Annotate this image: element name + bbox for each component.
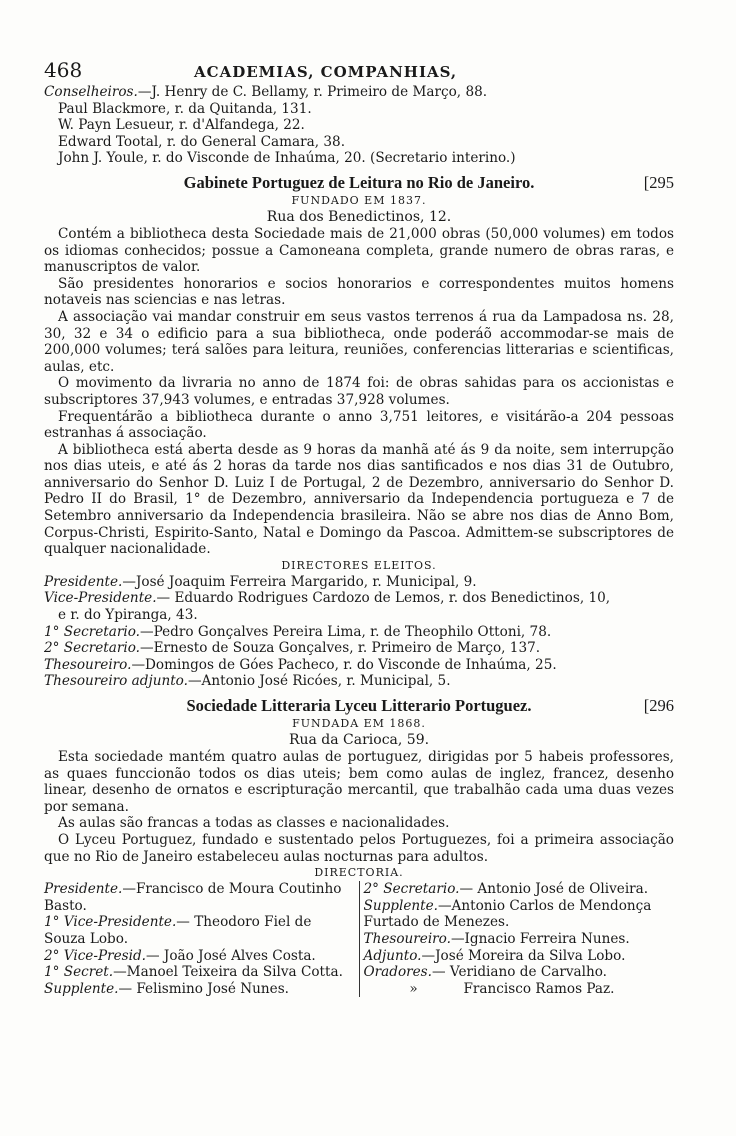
member-text: — Felismino José Nunes.	[118, 980, 289, 997]
sociedade-body	[44, 749, 674, 865]
role-label: Conselheiros.	[44, 84, 138, 100]
ditto-mark: »	[409, 980, 418, 997]
role-label: Vice-Presidente.	[44, 590, 157, 607]
member-text: —Antonio Carlos de Mendonça Furtado de Menezes.	[363, 897, 652, 931]
member-text: Francisco Ramos Paz.	[463, 980, 615, 997]
member-text: John J. Youle, r. do Visconde de Inhaúma, 20. (Secretario interino.)	[58, 150, 516, 167]
role-label: 2° Secretario.	[44, 640, 140, 657]
page-header	[44, 58, 674, 82]
address-line: Rua da Carioca, 59.	[288, 732, 430, 748]
member-text: —José Joaquim Ferreira Margarido, r. Municipal, 9.	[122, 573, 477, 590]
member-text: —José Moreira da Silva Lobo.	[421, 947, 626, 964]
member-text: —Ignacio Ferreira Nunes.	[450, 930, 630, 947]
member-text: —Manoel Teixeira da Silva Cotta.	[113, 964, 343, 981]
role-label: 2° Secretario.	[363, 881, 460, 898]
section-number: [295	[643, 172, 674, 192]
role-label: Oradores.	[363, 964, 432, 981]
paragraph: Frequentárão a bibliotheca durante o anno 3,751 leitores, e visitárão-a 204 pessoas estranhas á associação.	[44, 408, 674, 442]
role-label: Supplente.	[363, 897, 438, 914]
paragraph: Esta sociedade mantém quatro aulas de portuguez, dirigidas por 5 habeis professores, as quaes funccionão todos os dias uteis; bem como aulas de inglez, francez, desenho linear, desenho de ornatos e escripturação mercantil, que trabalhão cada uma duas vezes por semana.	[44, 749, 674, 815]
member-text: —Domingos de Góes Pacheco, r. do Visconde de Inhaúma, 25.	[131, 656, 557, 673]
role-label: Thesoureiro adjunto.	[44, 673, 188, 690]
member-text: —Antonio José Ricóes, r. Municipal, 5.	[187, 673, 451, 690]
member-text: —Ernesto de Souza Gonçalves, r. Primeiro de Março, 137.	[139, 640, 541, 657]
paragraph: Contém a bibliotheca desta Sociedade mais de 21,000 obras (50,000 volumes) em todos os idiomas conhecidos; possue a Camoneana completa, grande numero de obras raras, e manuscriptos de valor.	[44, 225, 674, 276]
paragraph: A bibliotheca está aberta desde as 9 horas da manhã até ás 9 da noite, sem interrupção nos dias uteis, e até ás 2 horas da tarde nos dias santificados e nos dias 31 de Outubro, anniversario do Senhor D. Luiz I de Portugal, 2 de Dezembro, anniversario do Senhor D. Pedro II do Brasil, 1° de Dezembro, anniversario da Independencia portugueza e 7 de Setembro anniversario da Independencia brasileira. Não se abre nos dias de Anno Bom, Corpus-Christi, Espirito-Santo, Natal e Domingo da Pascoa. Admittem-se subscriptores de qualquer nacionalidade.	[44, 441, 674, 558]
directors-list	[44, 574, 674, 690]
section-title-gabinete	[44, 173, 674, 193]
member-text: Edward Tootal, r. do General Camara, 38.	[58, 133, 346, 150]
directoria-left-column	[44, 881, 360, 997]
member-text: Paul Blackmore, r. da Quitanda, 131.	[58, 100, 312, 117]
member-text: W. Payn Lesueur, r. d'Alfandega, 22.	[58, 117, 305, 134]
role-label: Presidente.	[44, 881, 123, 898]
section-title-text: Sociedade Litteraria Lyceu Litterario Portuguez.	[186, 696, 532, 715]
member-text: —J. Henry de C. Bellamy, r. Primeiro de Março, 88.	[137, 84, 488, 100]
directoria-columns	[44, 881, 674, 997]
section-title-text: Gabinete Portuguez de Leitura no Rio de Janeiro.	[183, 172, 535, 192]
role-label: Supplente.	[44, 980, 119, 997]
role-label: Adjunto.	[363, 947, 422, 964]
member-text: — Theodoro Fiel de Souza Lobo.	[44, 914, 312, 947]
member-text: —Pedro Gonçalves Pereira Lima, r. de Theophilo Ottoni, 78.	[139, 623, 552, 640]
paragraph: São presidentes honorarios e socios honorarios e correspondentes muitos homens notaveis nas sciencias e nas letras.	[44, 275, 674, 309]
role-label: Thesoureiro.	[363, 930, 451, 947]
member-text: — João José Alves Costa.	[145, 947, 316, 964]
member-text: — Veridiano de Carvalho.	[431, 964, 607, 981]
page-number: 468	[44, 58, 83, 82]
gabinete-body	[44, 226, 674, 558]
paragraph: As aulas são francas a todas as classes e nacionalidades.	[58, 815, 450, 832]
section-number: [296	[643, 696, 674, 715]
directoria-heading: DIRECTORIA.	[314, 866, 404, 880]
directors-heading: DIRECTORES ELEITOS.	[281, 558, 437, 572]
role-label: 1° Secret.	[44, 964, 114, 981]
member-text: — Eduardo Rodrigues Cardozo de Lemos, r. dos Benedictinos, 10,	[156, 590, 611, 607]
role-label: 2° Vice-Presid.	[44, 947, 146, 964]
member-text: e r. do Ypiranga, 43.	[58, 607, 198, 624]
role-label: 1° Secretario.	[44, 623, 140, 640]
directoria-right-column	[360, 881, 675, 997]
paragraph: O Lyceu Portuguez, fundado e sustentado pelos Portuguezes, foi a primeira associação que no Rio de Janeiro estabeleceu aulas nocturnas para adultos.	[44, 831, 674, 865]
member-text: — Antonio José de Oliveira.	[459, 881, 649, 898]
address-line: Rua dos Benedictinos, 12.	[266, 208, 452, 225]
paragraph: O movimento da livraria no anno de 1874 foi: de obras sahidas para os accionistas e subscriptores 37,943 volumes, e entradas 37,928 volumes.	[44, 375, 674, 408]
running-title: ACADEMIAS, COMPANHIAS,	[194, 63, 458, 81]
paragraph: A associação vai mandar construir em seus vastos terrenos á rua da Lampadosa ns. 28, 30, 32 e 34 o edificio para a sua bibliotheca, onde poderáõ accommodar-se mais de 200,000 volumes; terá salões para leitura, reuniões, conferencias litterarias e scientificas, aulas, etc.	[44, 308, 674, 375]
member-text: —Francisco de Moura Coutinho Basto.	[44, 881, 342, 914]
role-label: Presidente.	[44, 573, 123, 590]
founded-line: FUNDADA EM 1868.	[292, 717, 426, 730]
founded-line: FUNDADO EM 1837.	[291, 193, 427, 207]
role-label: 1° Vice-Presidente.	[44, 914, 177, 931]
role-label: Thesoureiro.	[44, 656, 132, 673]
conselheiros-list	[44, 84, 674, 167]
section-title-sociedade	[44, 696, 674, 716]
